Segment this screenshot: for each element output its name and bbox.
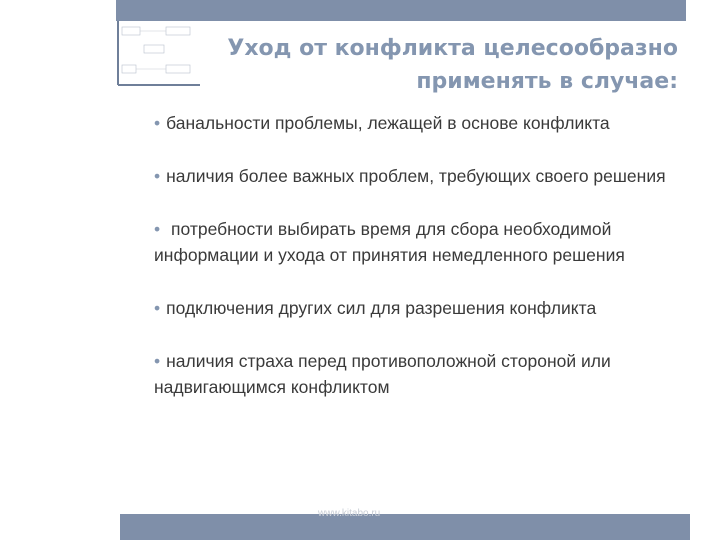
bullet-list — [154, 110, 694, 427]
list-item — [154, 216, 694, 268]
top-decor-bar — [116, 0, 686, 21]
list-item — [154, 110, 694, 136]
bullet-text: наличия страха перед противоположной стороной или надвигающимся конфликтом — [154, 351, 611, 397]
slide-title-line-2: применять в случае: — [416, 69, 678, 94]
bullet-icon: • — [154, 113, 161, 133]
bullet-icon: • — [154, 351, 161, 371]
bullet-text: наличия более важных проблем, требующих своего решения — [166, 166, 666, 186]
list-item — [154, 295, 694, 321]
bottom-decor-bar — [120, 514, 690, 540]
slide-title-line-1: Уход от конфликта целесообразно — [227, 36, 678, 61]
bullet-icon: • — [154, 298, 161, 318]
bullet-icon: • — [154, 166, 161, 186]
bullet-text: потребности выбирать время для сбора необходимой информации и ухода от принятия немедленного решения — [154, 219, 625, 265]
list-item — [154, 348, 694, 400]
footer-watermark: www.kitabo.ru — [318, 508, 381, 519]
slide-title — [150, 32, 678, 98]
bullet-text: подключения других сил для разрешения конфликта — [166, 298, 597, 318]
bullet-text: банальности проблемы, лежащей в основе конфликта — [166, 113, 610, 133]
list-item — [154, 163, 694, 189]
bullet-icon: • — [154, 219, 161, 239]
